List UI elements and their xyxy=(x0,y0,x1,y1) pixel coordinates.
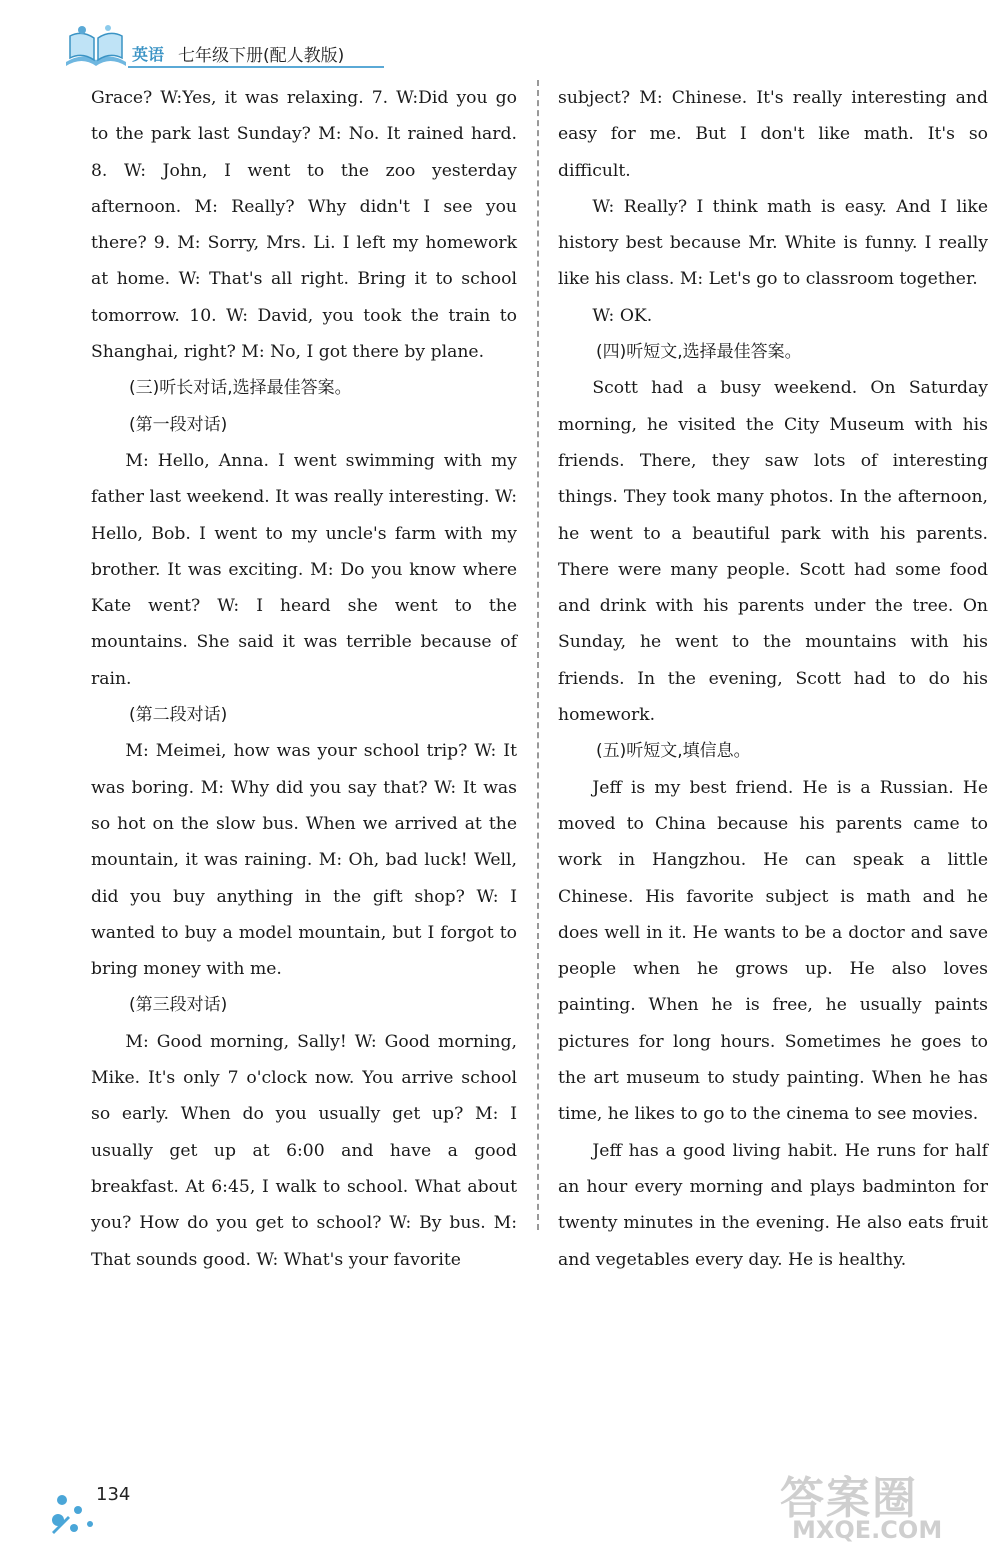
right-section-heading: (五)听短文,填信息。 xyxy=(596,741,751,762)
right-section-heading: (四)听短文,选择最佳答案。 xyxy=(596,342,802,363)
book-logo-icon xyxy=(62,22,130,68)
left-paragraph: M: Hello, Anna. I went swimming with my father last weekend. It was really interesting. W: Hello, Bob. I went to my uncle's farm with my brother. It was exciting. M: Do you know where Kate went? W: I heard she went to the mountains. She said it was terrible because of rain. xyxy=(91,450,517,689)
left-column xyxy=(91,80,517,1278)
left-paragraph: M: Good morning, Sally! W: Good morning, Mike. It's only 7 o'clock now. You arrive school so early. When do you usually get up? M: I usually get up at 6:00 and have a good breakfast. At 6:45, I walk to school. What about you? How do you get to school? W: By bus. M: That sounds good. W: What's your favorite xyxy=(91,1031,517,1270)
left-section-heading: (第一段对话) xyxy=(129,414,228,435)
right-paragraph: Jeff is my best friend. He is a Russian. He moved to China because his parents came to work in Hangzhou. He can speak a little Chinese. His favorite subject is math and he does well in it. He wants to be a doctor and save people when he grows up. He also loves painting. When he is free, he usually paints pictures for long hours. Sometimes he goes to the art museum to study painting. When he has time, he likes to go to the cinema to see movies. xyxy=(558,777,988,1125)
watermark-logo-text: 答案圈 xyxy=(780,1473,918,1524)
watermark xyxy=(762,1462,1000,1551)
page-number: 134 xyxy=(96,1484,131,1505)
left-section-heading: (第三段对话) xyxy=(129,995,228,1016)
column-divider xyxy=(537,80,539,1230)
watermark-url: MXQE.COM xyxy=(792,1516,943,1544)
header-underline xyxy=(128,66,384,68)
subject-label: 英语 xyxy=(132,45,165,64)
right-paragraph: Jeff has a good living habit. He runs for half an hour every morning and plays badminton for twenty minutes in the evening. He also eats fruit and vegetables every day. He is healthy. xyxy=(558,1140,988,1270)
left-section-heading: (第二段对话) xyxy=(129,705,228,726)
left-paragraph: M: Meimei, how was your school trip? W: It was boring. M: Why did you say that? W: It was so hot on the slow bus. When we arrived at the mountain, it was raining. M: Oh, bad luck! Well, did you buy anything in the gift shop? W: I wanted to buy a model mountain, but I forgot to bring money with me. xyxy=(91,741,517,980)
page-header xyxy=(62,22,392,74)
right-paragraph: Scott had a busy weekend. On Saturday morning, he visited the City Museum with his friends. There, they saw lots of interesting things. They took many photos. In the afternoon, he went to a beautiful park with his parents. There were many people. Scott had some food and drink with his parents under the tree. On Sunday, he went to the mountains with his friends. In the evening, Scott had to do his homework. xyxy=(558,378,988,726)
right-paragraph: subject? M: Chinese. It's really interesting and easy for me. But I don't like math. It's so difficult. xyxy=(558,88,988,181)
right-column xyxy=(558,80,988,1278)
right-paragraph: W: Really? I think math is easy. And I like history best because Mr. White is funny. I really like his class. M: Let's go to classroom together. xyxy=(558,196,988,290)
book-title: 七年级下册(配人教版) xyxy=(178,46,345,66)
right-paragraph: W: OK. xyxy=(592,305,653,326)
left-paragraph: Grace? W:Yes, it was relaxing. 7. W:Did you go to the park last Sunday? M: No. It rained hard. 8. W: John, I went to the zoo yesterday afternoon. M: Really? Why didn't I see you there? 9. M: Sorry, Mrs. Li. I left my homework at home. W: That's all right. Bring it to school tomorrow. 10. W: David, you took the train to Shanghai, right? M: No, I got there by plane. xyxy=(91,88,517,363)
left-section-heading: (三)听长对话,选择最佳答案。 xyxy=(129,378,352,399)
